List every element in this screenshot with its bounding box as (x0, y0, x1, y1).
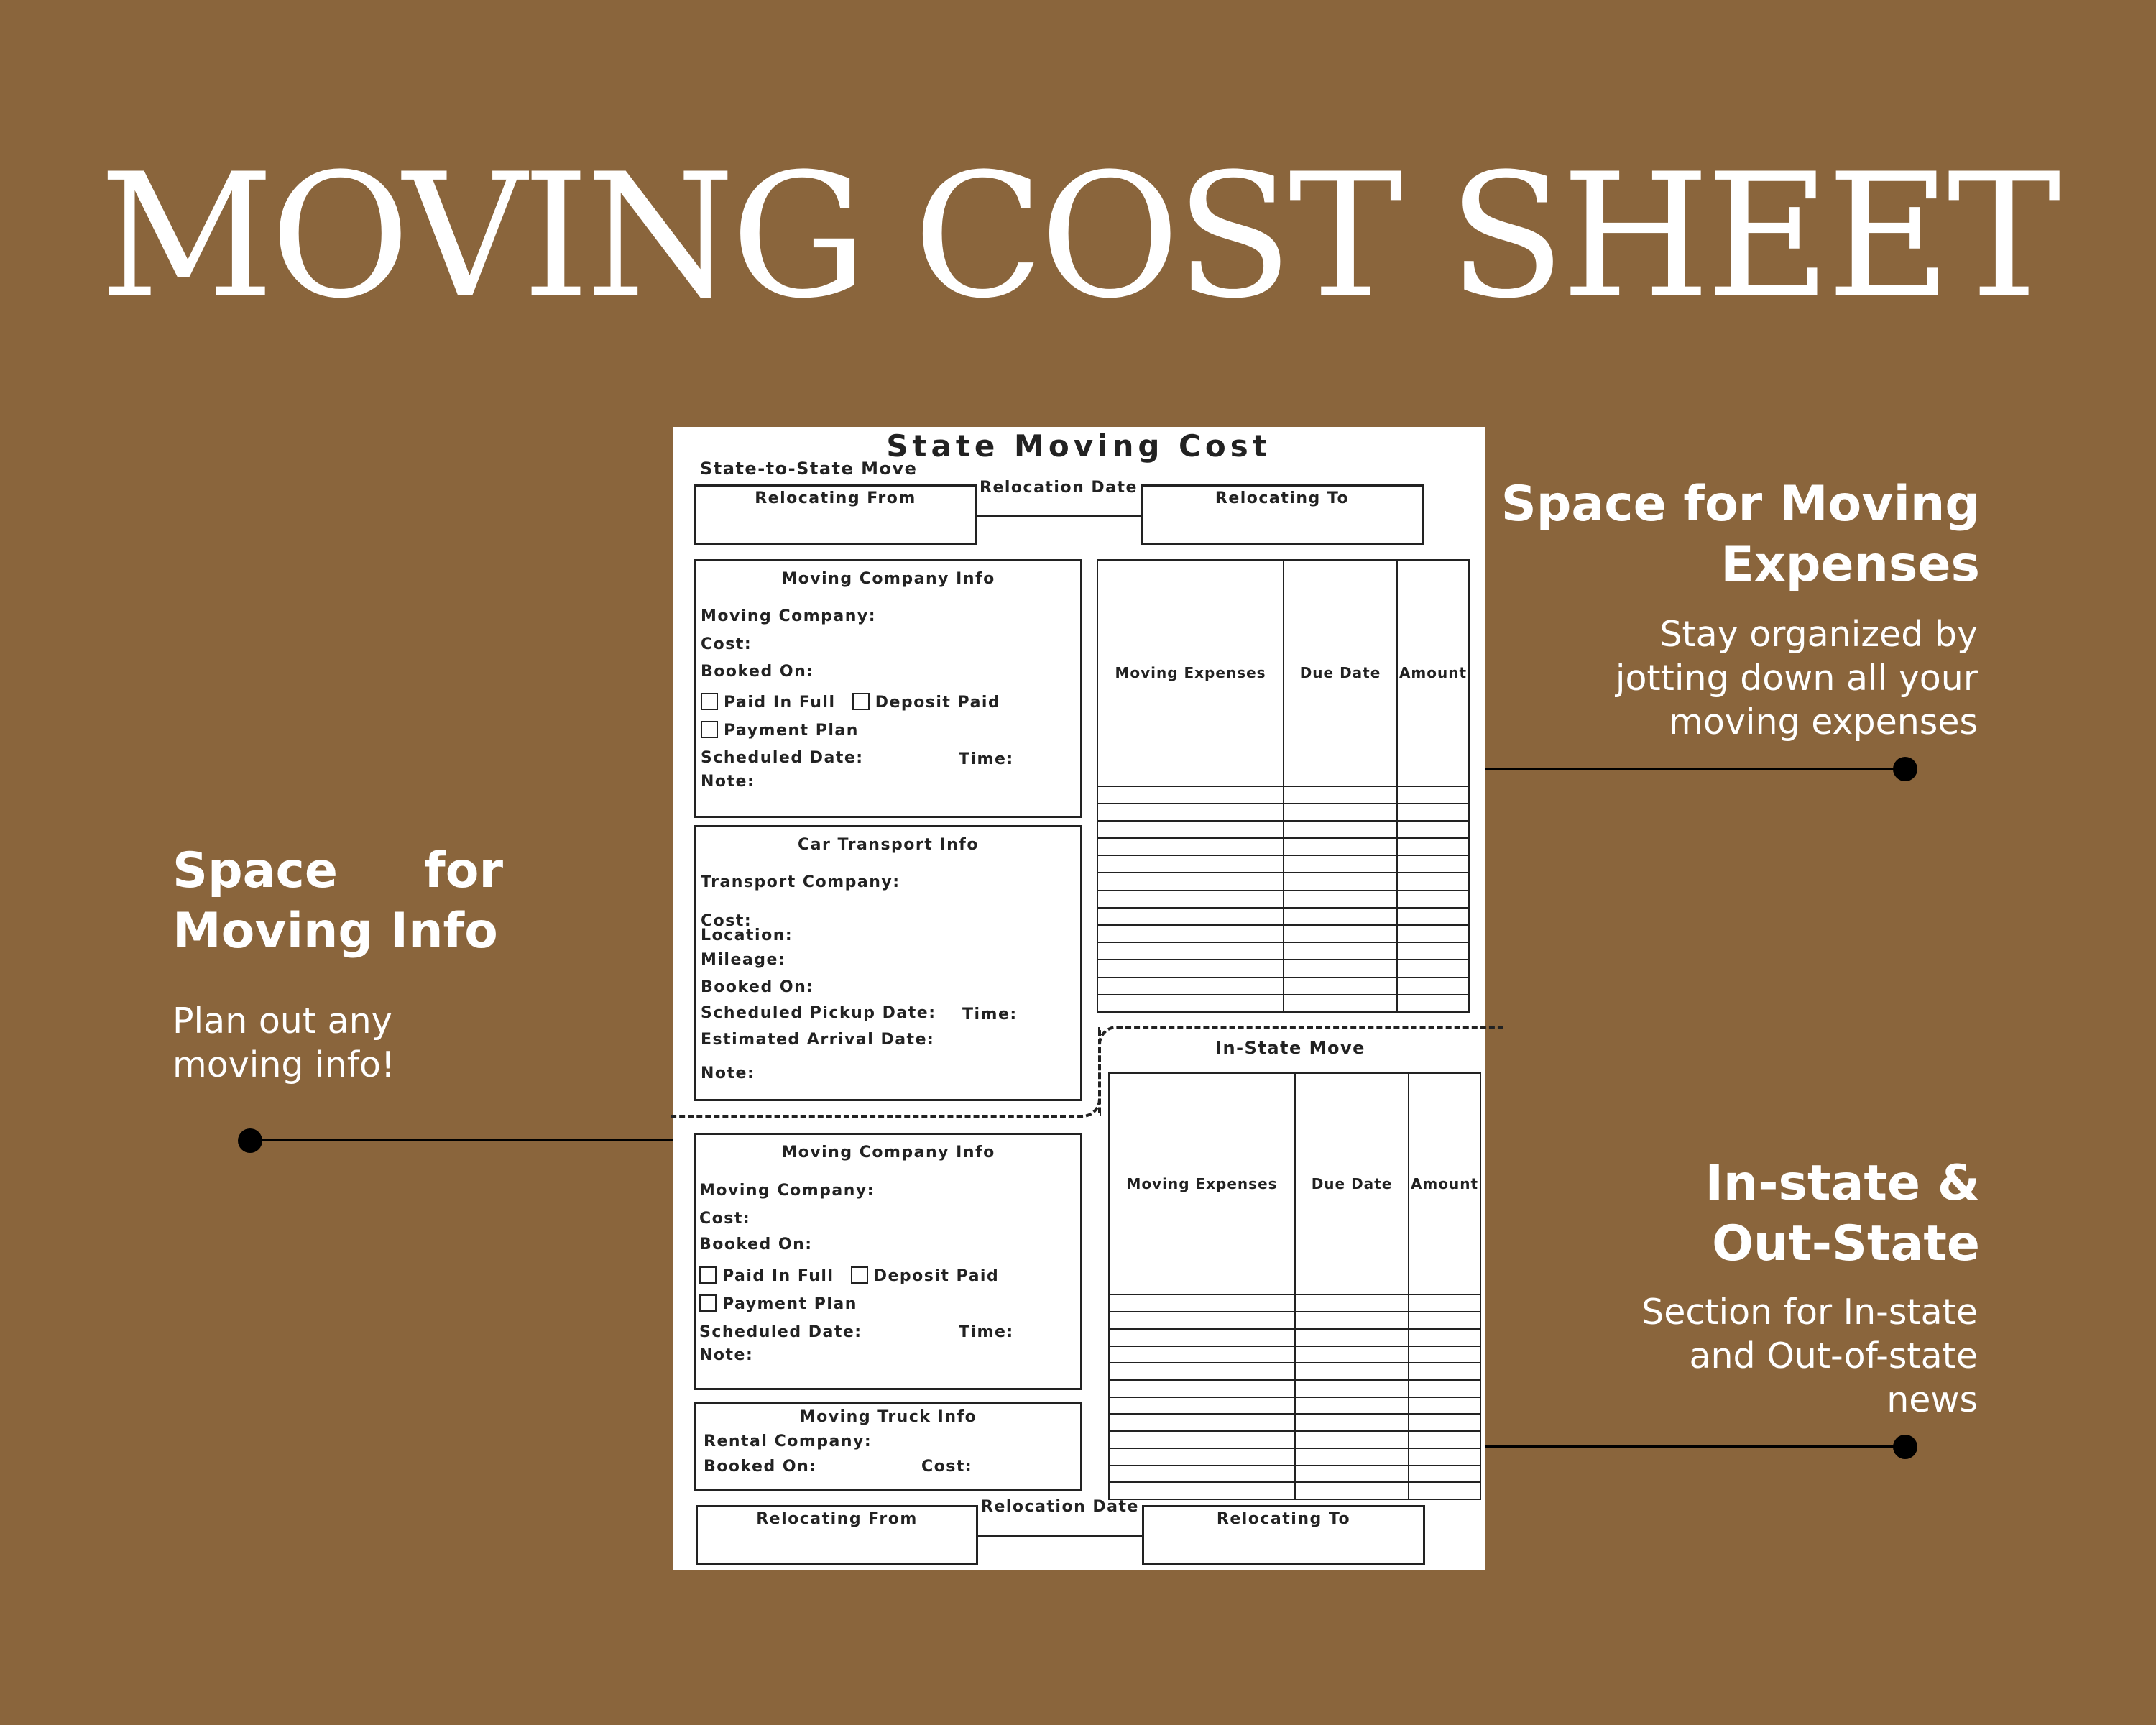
transport-booked-on-field[interactable]: Booked On: (701, 978, 814, 996)
arrival-date-field[interactable]: Estimated Arrival Date: (701, 1031, 935, 1049)
due-date-cell[interactable] (1295, 1482, 1409, 1499)
instate-text-line1: Section for In-state (1641, 1292, 1978, 1333)
due-date-cell[interactable] (1295, 1448, 1409, 1466)
table-row (1097, 838, 1469, 855)
amount-cell[interactable] (1397, 942, 1469, 960)
amount-cell[interactable] (1397, 786, 1469, 804)
amount-cell[interactable] (1409, 1397, 1480, 1414)
amount-cell[interactable] (1397, 855, 1469, 873)
expenses-title-line2: Expenses (1720, 536, 1980, 593)
amount-cell[interactable] (1409, 1482, 1480, 1499)
note-field[interactable]: Note: (701, 773, 755, 791)
table-row (1109, 1312, 1480, 1329)
amount-cell[interactable] (1397, 838, 1469, 855)
moving-truck-info-box (694, 1402, 1082, 1491)
section-divider-lower (670, 1027, 1101, 1118)
col-header-expenses: Moving Expenses (1097, 560, 1284, 786)
due-date-cell[interactable] (1284, 855, 1397, 873)
pickup-time-field[interactable]: Time: (962, 1006, 1018, 1024)
deposit-paid-label-2: Deposit Paid (873, 1267, 1000, 1285)
relocating-to-box[interactable] (1141, 484, 1424, 545)
payment-plan-checkbox[interactable] (701, 721, 718, 738)
amount-cell[interactable] (1409, 1448, 1480, 1466)
table-row (1109, 1431, 1480, 1448)
expenses-title-line1: Space for Moving (1501, 476, 1980, 533)
due-date-cell[interactable] (1284, 925, 1397, 942)
info-title-line2: Moving Info (172, 903, 498, 960)
table-header-row (1109, 1073, 1480, 1294)
amount-cell[interactable] (1397, 925, 1469, 942)
col-header-amount: Amount (1397, 560, 1469, 786)
due-date-cell[interactable] (1284, 873, 1397, 890)
table-row (1097, 995, 1469, 1012)
payment-plan-checkbox-2[interactable] (699, 1294, 717, 1312)
table-row (1109, 1346, 1480, 1363)
relocating-from-box[interactable] (694, 484, 977, 545)
due-date-cell[interactable] (1284, 786, 1397, 804)
paid-in-full-checkbox[interactable] (701, 693, 718, 710)
due-date-cell[interactable] (1295, 1414, 1409, 1431)
note-field-2[interactable]: Note: (699, 1346, 754, 1364)
in-state-label: In-State Move (1215, 1038, 1365, 1058)
instate-text-line2: and Out-of-state (1689, 1335, 1978, 1376)
expense-cell[interactable] (1097, 873, 1284, 890)
expense-cell[interactable] (1097, 891, 1284, 908)
expense-cell[interactable] (1109, 1414, 1295, 1431)
table-row (1109, 1466, 1480, 1483)
relocating-from-box-bottom[interactable] (696, 1505, 978, 1565)
due-date-cell[interactable] (1284, 995, 1397, 1012)
info-text-line2: moving info! (172, 1044, 395, 1085)
mileage-field[interactable]: Mileage: (701, 951, 786, 969)
transport-company-field[interactable]: Transport Company: (701, 873, 900, 891)
due-date-cell[interactable] (1284, 960, 1397, 977)
moving-company-field[interactable]: Moving Company: (701, 607, 877, 625)
due-date-cell[interactable] (1284, 838, 1397, 855)
expense-cell[interactable] (1097, 925, 1284, 942)
expense-cell[interactable] (1097, 995, 1284, 1012)
due-date-cell[interactable] (1295, 1329, 1409, 1346)
deposit-paid-label: Deposit Paid (875, 694, 1001, 712)
payment-plan-label-2: Payment Plan (722, 1295, 857, 1313)
table-row (1097, 821, 1469, 838)
expense-cell[interactable] (1109, 1363, 1295, 1380)
col-header-due-date: Due Date (1284, 560, 1397, 786)
transport-cost-field[interactable]: Cost: (701, 912, 752, 930)
scheduled-date-field[interactable]: Scheduled Date: (701, 749, 864, 767)
due-date-cell[interactable] (1284, 978, 1397, 995)
cost-field[interactable]: Cost: (701, 635, 752, 653)
expense-cell[interactable] (1109, 1380, 1295, 1397)
paid-status-row (701, 693, 1000, 712)
transport-note-field[interactable]: Note: (701, 1064, 755, 1082)
cost-field-2[interactable]: Cost: (699, 1210, 751, 1228)
expense-cell[interactable] (1109, 1312, 1295, 1329)
amount-cell[interactable] (1409, 1466, 1480, 1483)
amount-cell[interactable] (1397, 960, 1469, 977)
table-row (1097, 855, 1469, 873)
expense-cell[interactable] (1097, 960, 1284, 977)
relocation-date-label: Relocation Date (980, 479, 1138, 497)
table-row (1109, 1380, 1480, 1397)
relocation-connector-bottom (978, 1535, 1142, 1537)
payment-plan-row (701, 721, 859, 740)
state-to-state-label: State-to-State Move (700, 459, 918, 479)
paid-in-full-checkbox-2[interactable] (699, 1266, 717, 1284)
car-transport-heading: Car Transport Info (798, 836, 979, 854)
due-date-cell[interactable] (1295, 1431, 1409, 1448)
amount-cell[interactable] (1409, 1312, 1480, 1329)
expense-cell[interactable] (1097, 821, 1284, 838)
sheet-title: State Moving Cost (886, 428, 1271, 464)
info-callout-title (172, 841, 503, 962)
expense-cell[interactable] (1109, 1431, 1295, 1448)
amount-cell[interactable] (1409, 1294, 1480, 1312)
paid-in-full-label-2: Paid In Full (722, 1267, 834, 1285)
deposit-paid-checkbox-2[interactable] (851, 1266, 868, 1284)
due-date-cell[interactable] (1284, 942, 1397, 960)
table-row (1109, 1363, 1480, 1380)
due-date-cell[interactable] (1295, 1346, 1409, 1363)
due-date-cell[interactable] (1295, 1363, 1409, 1380)
expense-cell[interactable] (1097, 804, 1284, 821)
truck-booked-on-field[interactable]: Booked On: (704, 1458, 817, 1476)
info-title-word2: for (424, 842, 503, 899)
amount-cell[interactable] (1409, 1380, 1480, 1397)
table-row (1109, 1482, 1480, 1499)
amount-cell[interactable] (1397, 995, 1469, 1012)
amount-cell[interactable] (1397, 873, 1469, 890)
time-field[interactable]: Time: (959, 750, 1014, 768)
payment-plan-row-2 (699, 1294, 857, 1313)
table-row (1109, 1448, 1480, 1466)
location-field[interactable]: Location: (701, 926, 793, 944)
payment-plan-label: Payment Plan (724, 722, 859, 740)
expense-cell[interactable] (1097, 786, 1284, 804)
expense-cell[interactable] (1109, 1482, 1295, 1499)
pickup-date-field[interactable]: Scheduled Pickup Date: (701, 1004, 936, 1022)
table-row (1097, 942, 1469, 960)
amount-cell[interactable] (1397, 821, 1469, 838)
amount-cell[interactable] (1409, 1431, 1480, 1448)
table-row (1097, 908, 1469, 925)
expense-cell[interactable] (1097, 855, 1284, 873)
due-date-cell[interactable] (1295, 1397, 1409, 1414)
moving-company-info-box (694, 559, 1082, 818)
expense-cell[interactable] (1097, 978, 1284, 995)
expense-cell[interactable] (1097, 942, 1284, 960)
rental-company-field[interactable]: Rental Company: (704, 1432, 872, 1450)
relocation-date-label-bottom: Relocation Date (981, 1498, 1139, 1516)
relocating-to-box-bottom[interactable] (1142, 1505, 1425, 1565)
instate-text-line3: news (1886, 1379, 1978, 1420)
expenses-text-line1: Stay organized by (1659, 614, 1978, 655)
due-date-cell[interactable] (1284, 821, 1397, 838)
expense-cell[interactable] (1109, 1448, 1295, 1466)
worksheet (673, 427, 1485, 1570)
table-row (1097, 891, 1469, 908)
table-row (1097, 978, 1469, 995)
table-row (1109, 1414, 1480, 1431)
instate-connector-dot (1893, 1435, 1917, 1459)
table-row (1097, 925, 1469, 942)
expenses-connector-dot (1893, 757, 1917, 781)
amount-cell[interactable] (1397, 891, 1469, 908)
table-row (1109, 1294, 1480, 1312)
due-date-cell[interactable] (1295, 1312, 1409, 1329)
due-date-cell[interactable] (1295, 1294, 1409, 1312)
table-row (1097, 873, 1469, 890)
expense-table-instate (1108, 1072, 1481, 1500)
paid-status-row-2 (699, 1266, 999, 1285)
expense-cell[interactable] (1097, 908, 1284, 925)
amount-cell[interactable] (1409, 1414, 1480, 1431)
deposit-paid-checkbox[interactable] (852, 693, 870, 710)
booked-on-field-2[interactable]: Booked On: (699, 1236, 813, 1254)
amount-cell[interactable] (1409, 1363, 1480, 1380)
due-date-cell[interactable] (1295, 1380, 1409, 1397)
amount-cell[interactable] (1397, 908, 1469, 925)
moving-truck-heading: Moving Truck Info (799, 1408, 977, 1426)
amount-cell[interactable] (1397, 804, 1469, 821)
expense-cell[interactable] (1109, 1294, 1295, 1312)
instate-title-line1: In-state & (1705, 1155, 1980, 1212)
scheduled-date-field-2[interactable]: Scheduled Date: (699, 1323, 862, 1341)
relocation-connector (977, 515, 1141, 517)
relocating-from-label-bottom: Relocating From (756, 1510, 918, 1528)
moving-company-info-box-2 (694, 1133, 1082, 1390)
table-row (1109, 1397, 1480, 1414)
paid-in-full-label: Paid In Full (724, 694, 836, 712)
col-header-expenses: Moving Expenses (1109, 1073, 1295, 1294)
due-date-cell[interactable] (1284, 804, 1397, 821)
col-header-amount: Amount (1409, 1073, 1480, 1294)
booked-on-field[interactable]: Booked On: (701, 663, 814, 681)
expenses-text-line3: moving expenses (1669, 702, 1978, 742)
instate-title-line2: Out-State (1712, 1215, 1980, 1272)
relocating-to-label: Relocating To (1215, 489, 1350, 507)
info-text-line1: Plan out any (172, 1000, 392, 1041)
amount-cell[interactable] (1397, 978, 1469, 995)
expense-cell[interactable] (1109, 1397, 1295, 1414)
relocating-to-label-bottom: Relocating To (1216, 1510, 1351, 1528)
amount-cell[interactable] (1409, 1329, 1480, 1346)
moving-company-heading-2: Moving Company Info (781, 1144, 995, 1162)
table-row (1097, 786, 1469, 804)
due-date-cell[interactable] (1295, 1466, 1409, 1483)
info-title-word1: Space (172, 842, 338, 899)
moving-company-field-2[interactable]: Moving Company: (699, 1182, 875, 1200)
table-row (1109, 1329, 1480, 1346)
amount-cell[interactable] (1409, 1346, 1480, 1363)
expense-cell[interactable] (1109, 1466, 1295, 1483)
moving-company-heading: Moving Company Info (781, 570, 995, 588)
table-header-row (1097, 560, 1469, 786)
relocating-from-label: Relocating From (755, 489, 916, 507)
table-row (1097, 804, 1469, 821)
due-date-cell[interactable] (1284, 908, 1397, 925)
expenses-text-line2: jotting down all your (1615, 658, 1978, 699)
main-title: MOVING COST SHEET (98, 137, 2058, 336)
truck-cost-field[interactable]: Cost: (921, 1458, 973, 1476)
col-header-due-date: Due Date (1295, 1073, 1409, 1294)
expense-cell[interactable] (1109, 1346, 1295, 1363)
info-callout-text (172, 999, 532, 1087)
expense-table-interstate (1097, 559, 1470, 1013)
due-date-cell[interactable] (1284, 891, 1397, 908)
table-row (1097, 960, 1469, 977)
time-field-2[interactable]: Time: (959, 1323, 1014, 1341)
expense-cell[interactable] (1097, 838, 1284, 855)
expense-cell[interactable] (1109, 1329, 1295, 1346)
